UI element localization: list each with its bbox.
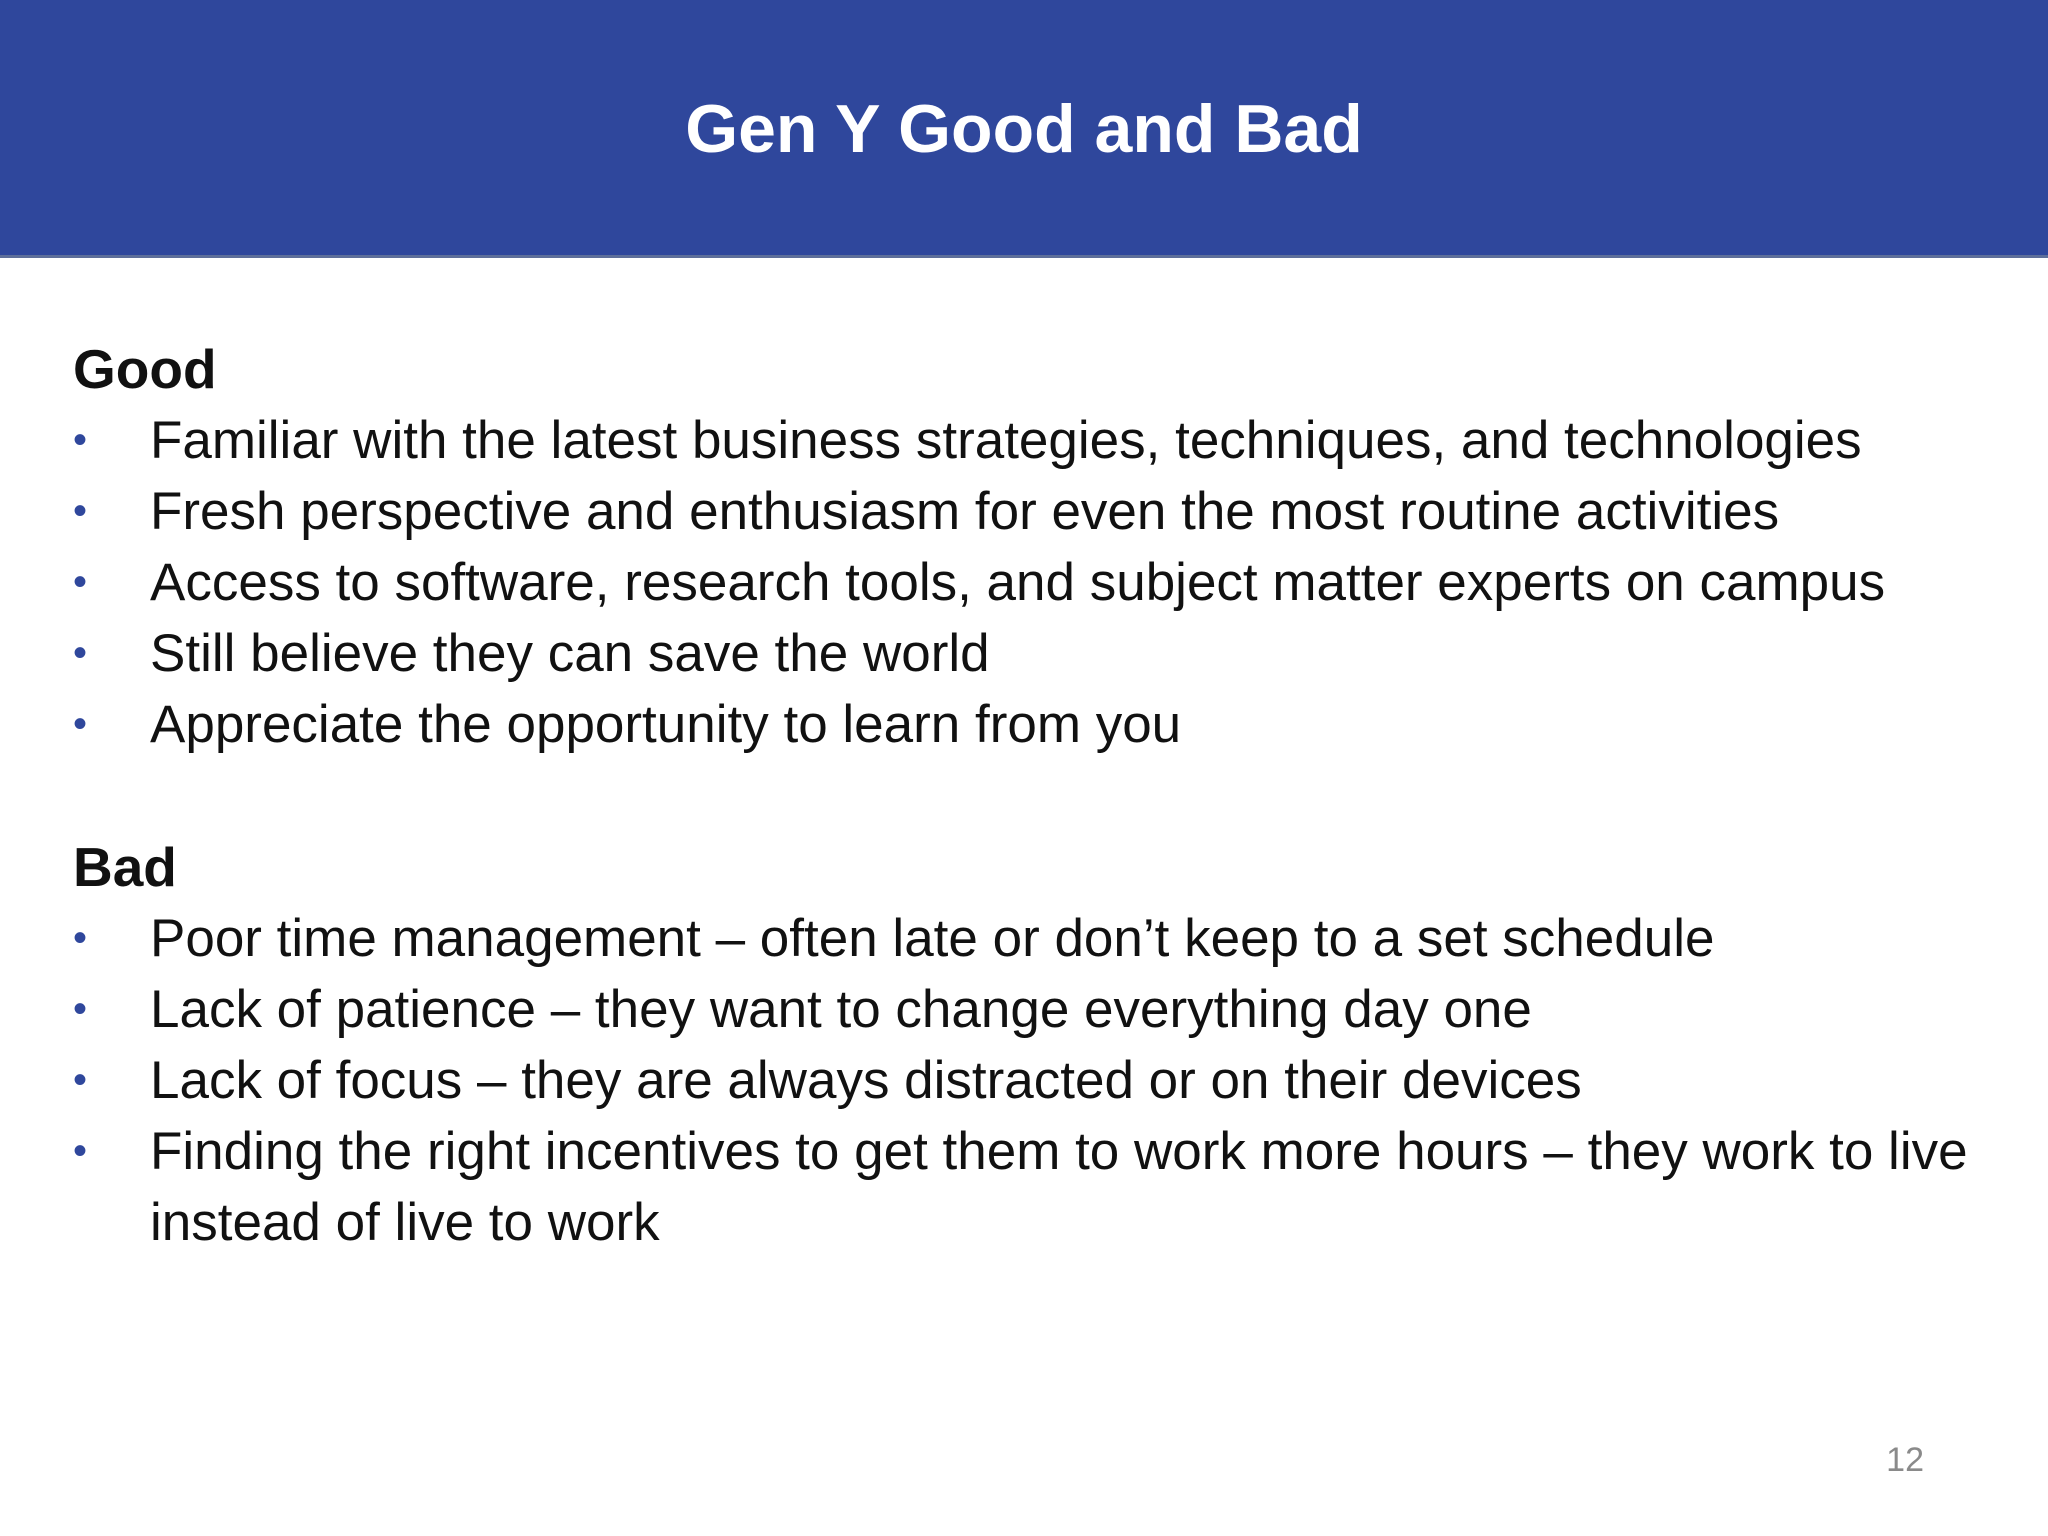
- bad-item-text: Lack of patience – they want to change everything day one: [150, 980, 1532, 1039]
- good-list-item: [73, 689, 2033, 760]
- bullet-icon: •: [73, 1058, 88, 1102]
- bad-item-text: Lack of focus – they are always distracted or on their devices: [150, 1051, 1582, 1110]
- good-list-item: [73, 405, 2033, 476]
- good-list-item: [73, 476, 2033, 547]
- bullet-icon: •: [73, 631, 88, 675]
- good-item-text: Familiar with the latest business strategies, techniques, and technologies: [150, 411, 1862, 470]
- bad-list: [73, 903, 2033, 1258]
- slide-title: Gen Y Good and Bad: [685, 91, 1363, 167]
- bullet-icon: •: [73, 1129, 88, 1173]
- bullet-icon: •: [73, 489, 88, 533]
- bad-list-item: [73, 1045, 2033, 1116]
- bad-list-item: [73, 903, 2033, 974]
- good-item-text: Access to software, research tools, and subject matter experts on campus: [150, 553, 1886, 612]
- bad-section: [73, 831, 2033, 1258]
- bad-list-item: [73, 1116, 2033, 1258]
- good-item-text: Still believe they can save the world: [150, 624, 990, 683]
- good-list-item: [73, 618, 2033, 689]
- bullet-icon: •: [73, 560, 88, 604]
- bullet-icon: •: [73, 916, 88, 960]
- bullet-icon: •: [73, 418, 88, 462]
- good-section: [73, 333, 2033, 760]
- good-item-text: Fresh perspective and enthusiasm for even the most routine activities: [150, 482, 1780, 541]
- bad-heading: Bad: [73, 836, 177, 898]
- title-banner: [0, 0, 2048, 258]
- good-item-text: Appreciate the opportunity to learn from you: [150, 695, 1182, 754]
- good-list: [73, 405, 2033, 760]
- bullet-icon: •: [73, 702, 88, 746]
- page-number: 12: [1886, 1441, 1924, 1479]
- good-list-item: [73, 547, 2033, 618]
- bullet-icon: •: [73, 987, 88, 1031]
- good-heading: Good: [73, 338, 217, 400]
- bad-item-text: Finding the right incentives to get them to work more hours – they work to live instead of live to work: [150, 1122, 1968, 1252]
- bad-list-item: [73, 974, 2033, 1045]
- bad-item-text: Poor time management – often late or don’t keep to a set schedule: [150, 909, 1715, 968]
